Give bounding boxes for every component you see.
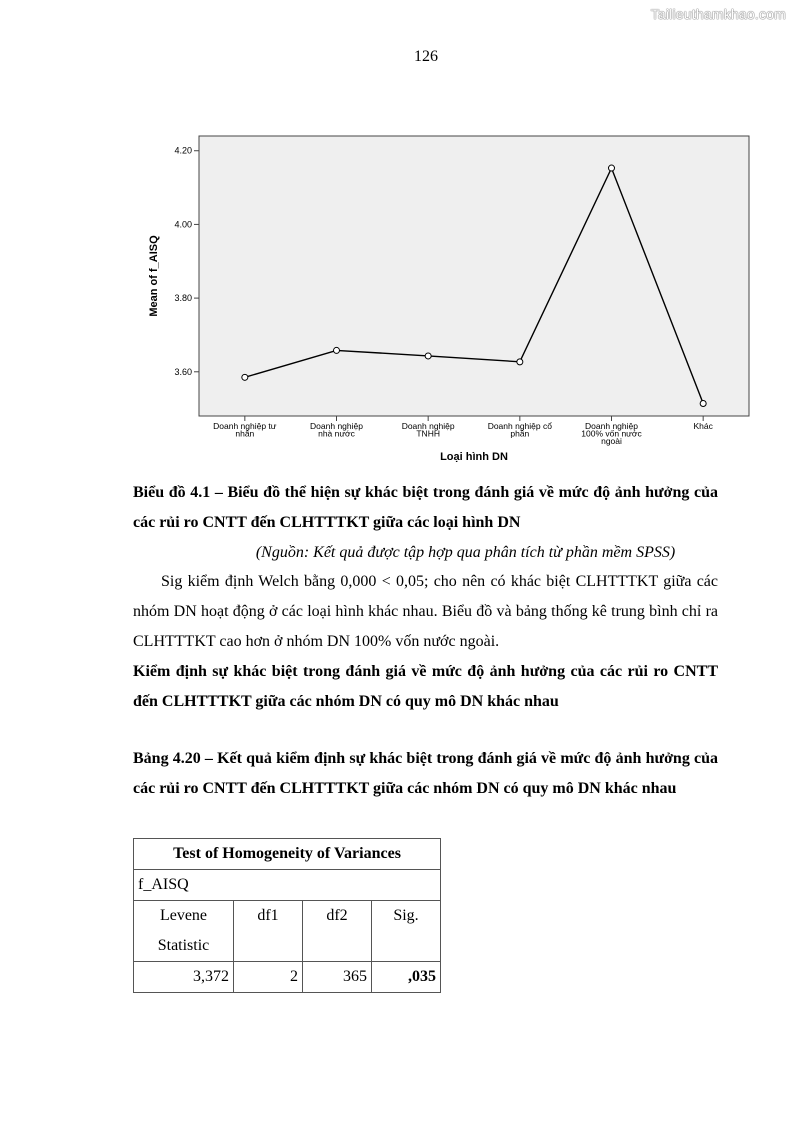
page-number: 126 <box>414 48 438 65</box>
y-tick-label: 3.80 <box>174 293 192 304</box>
data-point <box>425 353 431 359</box>
x-tick-label: Doanh nghiệp nhà nước <box>310 421 363 439</box>
header-sig: Sig. <box>372 901 441 962</box>
x-tick-label: Khác <box>693 421 713 431</box>
figure-source: (Nguồn: Kết quả được tập hợp qua phân tích từ phần mềm SPSS) <box>255 544 676 561</box>
cell-df2: 365 <box>303 962 372 993</box>
data-point <box>517 359 523 365</box>
levene-table <box>133 838 441 993</box>
x-axis-label: Loại hình DN <box>440 451 508 463</box>
watermark: Tailieuthamkhao.com <box>650 6 786 22</box>
x-tick-label: Doanh nghiệp TNHH <box>401 421 455 439</box>
table-title: Test of Homogeneity of Variances <box>134 839 441 870</box>
data-point <box>700 400 706 406</box>
mean-plot-chart <box>140 128 760 468</box>
table-caption: Bảng 4.20 – Kết quả kiểm định sự khác biệt trong đánh giá về mức độ ảnh hưởng của các rủi ro CNTT đến CLHTTTKT giữa các nhóm DN có quy mô DN khác nhau <box>133 750 718 797</box>
plot-area <box>199 136 749 416</box>
y-axis-label: Mean of f_AISQ <box>148 235 160 317</box>
y-axis <box>174 146 199 377</box>
data-point <box>609 165 615 171</box>
x-tick-label: Doanh nghiệp tư nhân <box>213 421 277 439</box>
x-tick-label: Doanh nghiệp cổ phần <box>487 421 552 439</box>
header-levene-statistic: Levene Statistic <box>134 901 234 962</box>
header-df1: df1 <box>234 901 303 962</box>
data-point <box>334 347 340 353</box>
x-axis <box>213 416 713 446</box>
header-df2: df2 <box>303 901 372 962</box>
y-tick-label: 4.20 <box>174 145 192 156</box>
y-tick-label: 3.60 <box>174 366 192 377</box>
body-paragraph: Sig kiểm định Welch bằng 0,000 < 0,05; cho nên có khác biệt CLHTTTKT giữa các nhóm DN hoạt động ở các loại hình khác nhau. Biểu đồ và bảng thống kê trung bình chỉ ra CLHTTTKT cao hơn ở nhóm DN 100% vốn nước ngoài. <box>133 573 718 650</box>
x-tick-label: Doanh nghiệp 100% vốn nước ngoài <box>581 421 642 446</box>
cell-levene-statistic: 3,372 <box>134 962 234 993</box>
cell-sig: ,035 <box>372 962 441 993</box>
cell-df1: 2 <box>234 962 303 993</box>
figure-caption: Biểu đồ 4.1 – Biểu đồ thể hiện sự khác biệt trong đánh giá về mức độ ảnh hưởng của các rủi ro CNTT đến CLHTTTKT giữa các loại hình DN <box>133 484 718 531</box>
section-heading: Kiểm định sự khác biệt trong đánh giá về mức độ ảnh hưởng của các rủi ro CNTT đến CLHTTTKT giữa các nhóm DN có quy mô DN khác nhau <box>133 663 718 710</box>
table-variable: f_AISQ <box>134 870 441 901</box>
data-point <box>242 374 248 380</box>
y-tick-label: 4.00 <box>174 219 192 230</box>
